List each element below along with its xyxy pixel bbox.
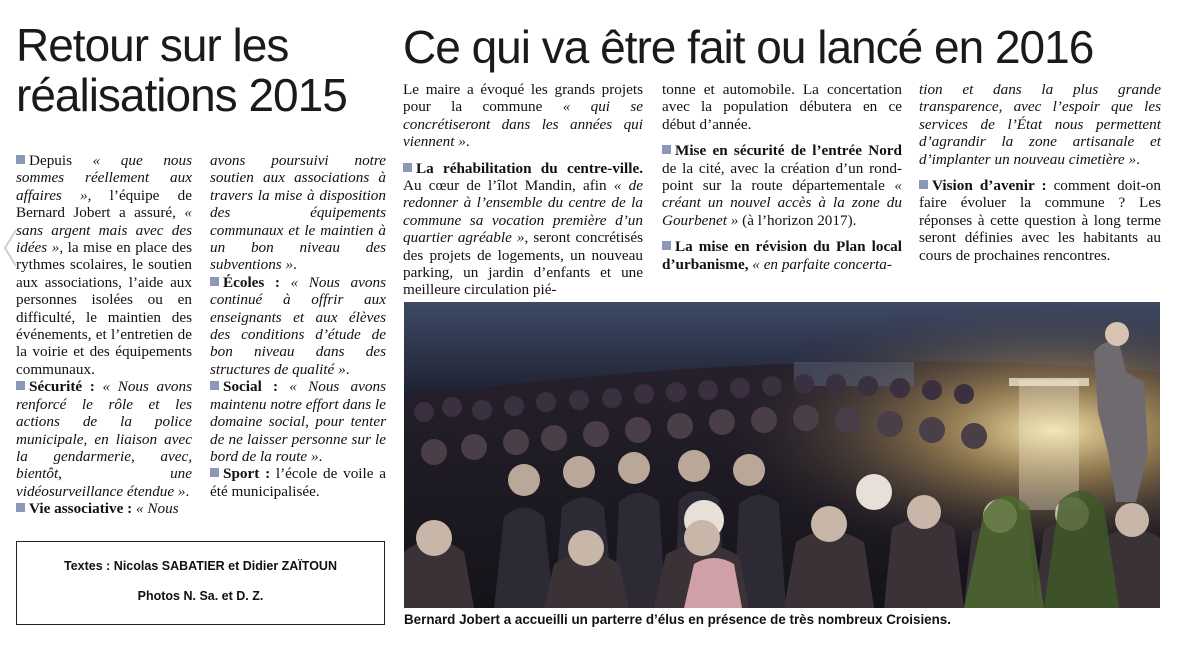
bullet-square-icon bbox=[210, 277, 219, 286]
paragraph: tonne et automobile. La concertation avec la population débutera en ce début d’année. bbox=[662, 81, 902, 133]
paragraph: Sécurité : « Nous avons renforcé le rôle et les actions de la police municipale, en liaison avec la gendarmerie, avec, bientôt, une vidéosurveillance étendue ». bbox=[16, 378, 192, 500]
article-column-5 bbox=[919, 81, 1161, 264]
paragraph: Sport : l’école de voile a été municipalisée. bbox=[210, 465, 386, 500]
paragraph: avons poursuivi notre soutien aux associations à travers la mise à disposition des équipements communaux et le maintien à un bon niveau des subventions ». bbox=[210, 152, 386, 274]
paragraph: La réhabilitation du centre-ville. Au cœur de l’îlot Mandin, afin « de redonner à l’ensemble du centre de la commune sa vocation première d’un quartier agréable », seront concrétisés des projets de logements, un nouveau parking, un jardin d’enfants et une meilleure circulation pié- bbox=[403, 159, 643, 299]
bullet-square-icon bbox=[662, 145, 671, 154]
audience-photo-illustration bbox=[404, 302, 1160, 608]
article-column-2 bbox=[210, 152, 386, 500]
bullet-square-icon bbox=[403, 163, 412, 172]
paragraph: Depuis « que nous sommes réellement aux affaires », l’équipe de Bernard Jobert a assuré, « sans argent mais avec des idées », la mise en place des rythmes scolaires, le soutien aux associations, l’aide aux personnes isolées ou en difficulté, le maintien des événements, et l’entretien de la voirie et des équipements communaux. bbox=[16, 152, 193, 378]
credits-text: Textes : Nicolas SABATIER et Didier ZAÏTOUN bbox=[64, 559, 337, 573]
paragraph: Écoles : « Nous avons continué à offrir aux enseignants et aux élèves des conditions d’étude de bon niveau dans des structures de qualité ». bbox=[210, 273, 386, 378]
article-column-1 bbox=[16, 152, 192, 518]
bullet-square-icon bbox=[919, 180, 928, 189]
paragraph: Le maire a évoqué les grands projets pour la commune « qui se concrétiseront dans les années qui viennent ». bbox=[403, 81, 643, 151]
credits-box bbox=[16, 541, 385, 625]
paragraph: Mise en sécurité de l’entrée Nord de la cité, avec la création d’un rond-point sur la route départementale « créant un nouvel accès à la zone du Gourbenet » (à l’horizon 2017). bbox=[662, 142, 902, 229]
photo-caption: Bernard Jobert a accueilli un parterre d’élus en présence de très nombreux Croisiens. bbox=[404, 612, 951, 627]
paragraph: La mise en révision du Plan local d’urbanisme, « en parfaite concerta- bbox=[662, 238, 902, 273]
headline-retour-2015: Retour sur les réalisations 2015 bbox=[16, 19, 347, 121]
credits-photos: Photos N. Sa. et D. Z. bbox=[137, 589, 264, 603]
bullet-square-icon bbox=[16, 381, 25, 390]
paragraph: tion et dans la plus grande transparence, avec l’espoir que les services de l’État nous permettent d’agrandir la zone artisanale et d’implanter un nouveau cimetière ». bbox=[919, 81, 1161, 168]
event-photo bbox=[404, 302, 1160, 608]
bullet-square-icon bbox=[16, 503, 25, 512]
paragraph: Social : « Nous avons maintenu notre effort dans le domaine social, pour tenter de ne laisser personne sur le bord de la route ». bbox=[210, 378, 386, 465]
headline-projets-2016: Ce qui va être fait ou lancé en 2016 bbox=[403, 21, 1094, 73]
bullet-square-icon bbox=[662, 241, 671, 250]
paragraph: Vie associative : « Nous bbox=[16, 500, 192, 517]
article-column-4 bbox=[662, 81, 902, 273]
bullet-square-icon bbox=[16, 155, 25, 164]
article-column-3 bbox=[403, 81, 643, 299]
bullet-square-icon bbox=[210, 381, 219, 390]
paragraph: Vision d’avenir : comment doit-on faire évoluer la commune ? Les réponses à cette question à long terme seront définies avec les habitants au cours de prochaines rencontres. bbox=[919, 177, 1161, 264]
bullet-square-icon bbox=[210, 468, 219, 477]
